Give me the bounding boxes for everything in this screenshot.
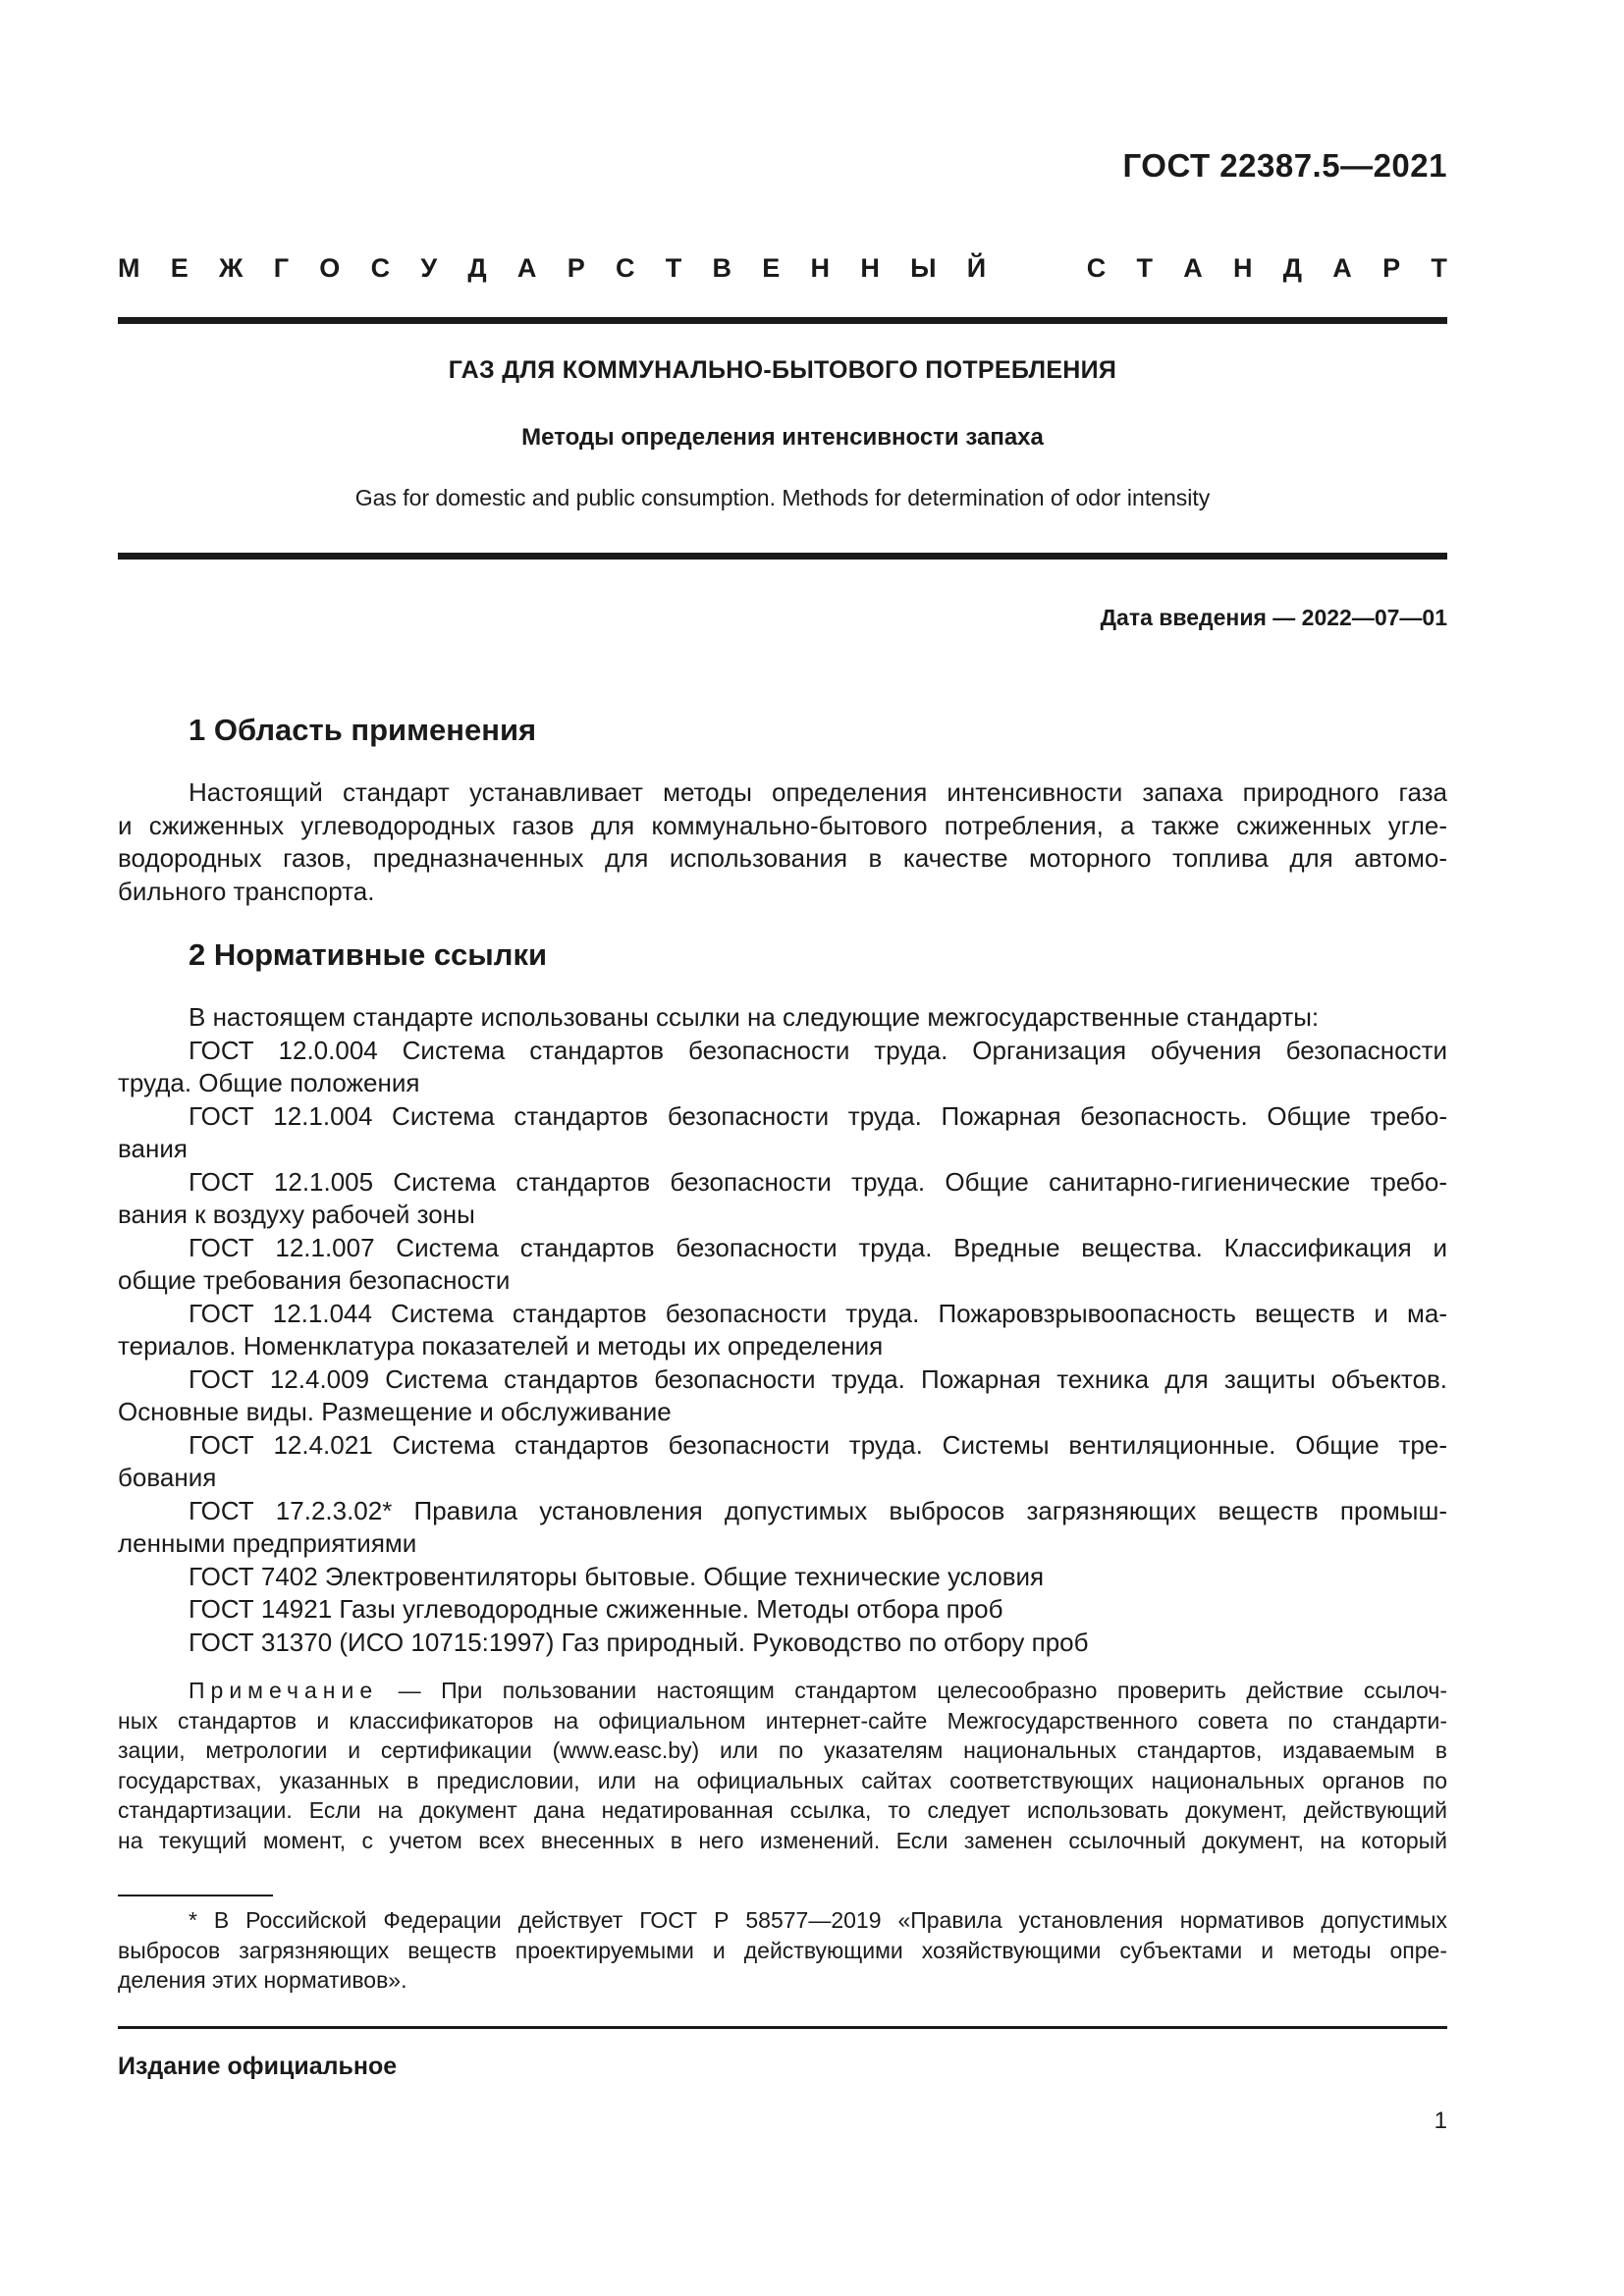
page-number: 1 [1434,2108,1447,2134]
letter: Д [467,253,487,283]
letter: У [420,253,438,283]
reference-line: териалов. Номенклатура показателей и методы их определения [118,1331,884,1361]
letter: Ж [219,253,244,283]
letter: А [1332,253,1352,283]
document-title: ГАЗ ДЛЯ КОММУНАЛЬНО-БЫТОВОГО ПОТРЕБЛЕНИЯ [448,356,1117,384]
footnote-line: * В Российской Федерации действует ГОСТ Р 58577—2019 «Правила установления нормативов допустимых [189,1907,1447,1933]
letter: Т [665,253,682,283]
note-block [118,1676,1447,1855]
note-line: ных стандартов и классификаторов на официальном интернет-сайте Межгосударственного совета по стандарти- [118,1707,1447,1734]
footer-rule [118,2026,1447,2029]
section-1-body [118,776,1447,908]
letter: С [615,253,635,283]
section-1-heading: 1 Область применения [189,713,537,747]
letter: Т [1136,253,1153,283]
reference-line: ГОСТ 12.4.021 Система стандартов безопасности труда. Системы вентиляционные. Общие тре- [189,1429,1447,1460]
letter: Т [1431,253,1447,283]
letter: О [319,253,341,283]
edition-label: Издание официальное [118,2053,398,2080]
standard-code: ГОСТ 22387.5—2021 [1122,147,1447,184]
reference-line: ГОСТ 12.0.004 Система стандартов безопасности труда. Организация обучения безопасности [189,1035,1447,1065]
reference-line: общие требования безопасности [118,1265,511,1295]
document-subtitle: Методы определения интенсивности запаха [521,424,1044,451]
text-line: В настоящем стандарте использованы ссылки на следующие межгосударственные стандарты: [189,1002,1320,1032]
section-2-body [118,1001,1447,1659]
introduction-date: Дата введения — 2022—07—01 [1100,605,1447,630]
reference-line: вания [118,1134,188,1163]
reference-line: ГОСТ 12.1.044 Система стандартов безопасности труда. Пожаровзрывоопасность веществ и ма- [189,1298,1447,1328]
reference-line: ГОСТ 31370 (ИСО 10715:1997) Газ природный. Руководство по отбору проб [189,1627,1089,1657]
letter: Е [170,253,189,283]
reference-line: ГОСТ 12.1.004 Система стандартов безопасности труда. Пожарная безопасность. Общие требо- [189,1100,1447,1131]
letter: Е [762,253,781,283]
note-first-line [118,1676,1447,1706]
letter: М [118,253,140,283]
reference-line: бования [118,1463,217,1492]
footnote [118,1905,1447,1996]
letter: Ы [910,253,937,283]
note-text: — При пользовании настоящим стандартом целесообразно проверить действие ссылоч- [378,1678,1447,1703]
top-rule [118,317,1447,324]
letter: С [370,253,391,283]
letter: Р [1382,253,1401,283]
footnote-line: выбросов загрязняющих веществ проектируемыми и действующими хозяйствующими субъектами и методы опре- [118,1937,1447,1963]
letter: Р [567,253,585,283]
letter: Й [966,253,987,283]
note-line: стандартизации. Если на документ дана недатированная ссылка, то следует использовать документ, действующий [118,1797,1447,1823]
title-rule [118,553,1447,560]
letter: С [1086,253,1107,283]
letter: В [712,253,731,283]
note-line: на текущий момент, с учетом всех внесенных в него изменений. Если заменен ссылочный документ, на который [118,1827,1447,1853]
footnote-line: деления этих нормативов». [118,1967,407,1993]
note-line: зации, метрологии и сертификации (www.easc.by) или по указателям национальных стандартов, издаваемым в [118,1737,1447,1763]
letter: Г [273,253,290,283]
reference-line: вания к воздуху рабочей зоны [118,1200,475,1229]
reference-line: ГОСТ 7402 Электровентиляторы бытовые. Общие технические условия [189,1561,1045,1591]
reference-line: ГОСТ 12.1.005 Система стандартов безопасности труда. Общие санитарно-гигиенические требо- [189,1166,1447,1197]
reference-line: Основные виды. Размещение и обслуживание [118,1397,672,1426]
letter: Н [860,253,880,283]
text-line: и сжиженных углеводородных газов для коммунально-бытового потребления, а также сжиженных угле- [118,810,1447,840]
reference-line: ГОСТ 12.4.009 Система стандартов безопасности труда. Пожарная техника для защиты объектов. [189,1363,1447,1394]
standard-type-heading [118,253,1447,284]
letter: Д [1282,253,1303,283]
reference-line: труда. Общие положения [118,1068,420,1097]
text-line: Настоящий стандарт устанавливает методы определения интенсивности запаха природного газа [189,777,1447,807]
letter: Н [810,253,831,283]
section-2-heading: 2 Нормативные ссылки [189,937,548,972]
reference-line: ГОСТ 12.1.007 Система стандартов безопасности труда. Вредные вещества. Классификация и [189,1232,1447,1262]
reference-line: ГОСТ 17.2.3.02* Правила установления допустимых выбросов загрязняющих веществ промыш- [189,1495,1447,1525]
note-line: государствах, указанных в предисловии, или на официальных сайтах соответствующих национальных органов по [118,1767,1447,1793]
reference-line: ГОСТ 14921 Газы углеводородные сжиженные. Методы отбора проб [189,1594,1003,1624]
note-label: Примечание [189,1678,379,1703]
letter: А [516,253,537,283]
text-line: водородных газов, предназначенных для использования в качестве моторного топлива для автомо- [118,843,1447,873]
letter: А [1183,253,1203,283]
reference-line: ленными предприятиями [118,1528,417,1558]
english-title: Gas for domestic and public consumption. Methods for determination of odor intensity [354,485,1211,510]
text-line: бильного транспорта. [118,876,375,906]
letter: Н [1233,253,1253,283]
footnote-rule [118,1895,273,1896]
